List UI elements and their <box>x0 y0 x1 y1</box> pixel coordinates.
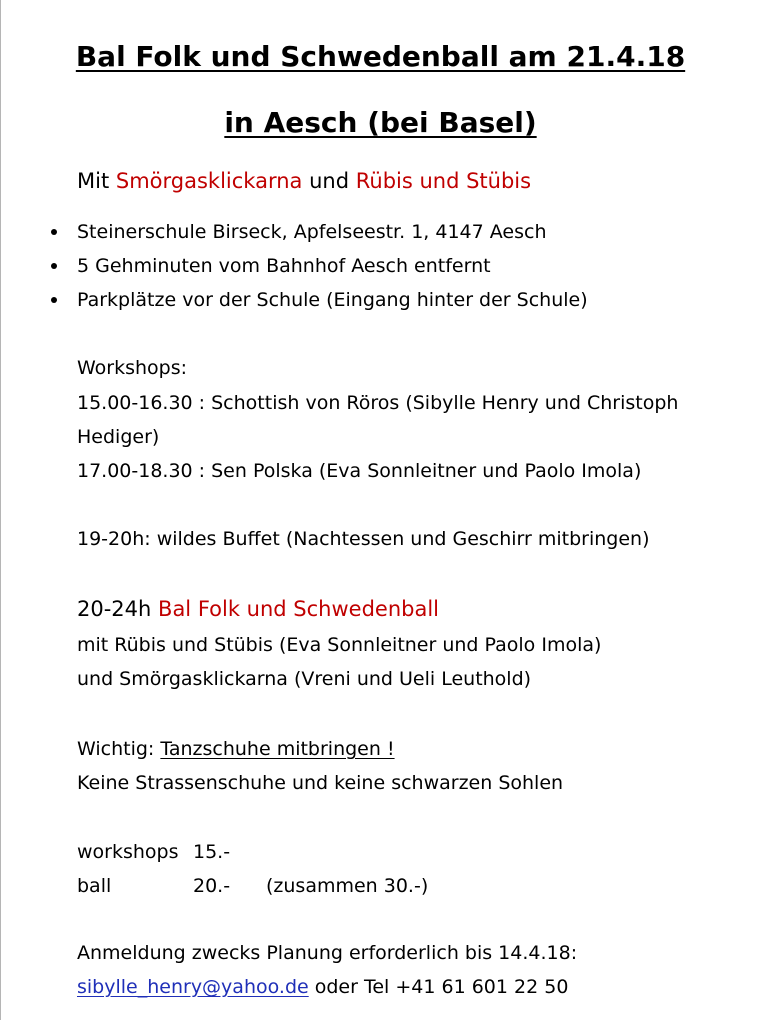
workshop-2: 17.00-18.30 : Sen Polska (Eva Sonnleitner und Paolo Imola) <box>77 460 642 482</box>
band-smorgasklickarna: Smörgasklickarna <box>115 169 303 193</box>
bullet-icon <box>51 229 57 235</box>
workshop-1-line-1: 15.00-16.30 : Schottish von Röros (Sibylle Henry und Christoph <box>77 392 679 414</box>
workshop-1-line-2: Hediger) <box>77 426 160 448</box>
station-distance: 5 Gehminuten vom Bahnhof Aesch entfernt <box>77 255 491 277</box>
bands-intro-prefix: Mit <box>77 169 110 193</box>
ball-heading <box>77 596 439 622</box>
venue-address: Steinerschule Birseck, Apfelseestr. 1, 4147 Aesch <box>77 221 547 243</box>
page-left-border <box>0 0 1 1020</box>
price-ball-value: 20.- <box>193 875 231 897</box>
price-workshops-value: 15.- <box>193 841 231 863</box>
phone-info: oder Tel +41 61 601 22 50 <box>314 976 569 998</box>
ball-name: Bal Folk und Schwedenball <box>158 597 439 621</box>
bands-intro-joiner: und <box>309 169 350 193</box>
workshops-heading: Workshops: <box>77 357 188 379</box>
price-ball-label: ball <box>77 875 112 897</box>
ball-time: 20-24h <box>77 597 152 621</box>
bands-intro <box>77 168 531 194</box>
bullet-icon <box>51 297 57 303</box>
list-item <box>0 287 588 321</box>
parking-info: Parkplätze vor der Schule (Eingang hinter der Schule) <box>77 289 588 311</box>
registration-text: Anmeldung zwecks Planung erforderlich bis 14.4.18: <box>77 942 578 964</box>
important-line <box>77 736 395 762</box>
band-rubis-und-stubis: Rübis und Stübis <box>355 169 532 193</box>
email-link[interactable]: sibylle_henry@yahoo.de <box>77 976 309 998</box>
ball-band-2: und Smörgasklickarna (Vreni und Ueli Leuthold) <box>77 668 532 690</box>
list-item <box>0 253 588 287</box>
buffet-info: 19-20h: wildes Buffet (Nachtessen und Geschirr mitbringen) <box>77 528 650 550</box>
event-location-title: in Aesch (bei Basel) <box>224 106 537 139</box>
shoe-rules: Keine Strassenschuhe und keine schwarzen Sohlen <box>77 772 564 794</box>
important-label: Wichtig: <box>77 738 155 760</box>
venue-info-list <box>0 219 588 321</box>
bullet-icon <box>51 263 57 269</box>
price-workshops-label: workshops <box>77 841 179 863</box>
ball-band-1: mit Rübis und Stübis (Eva Sonnleitner und Paolo Imola) <box>77 634 602 656</box>
list-item <box>0 219 588 253</box>
price-combined: (zusammen 30.-) <box>266 875 429 897</box>
contact-line <box>77 974 568 1000</box>
dance-shoes-note: Tanzschuhe mitbringen ! <box>160 738 395 760</box>
event-title: Bal Folk und Schwedenball am 21.4.18 <box>75 40 686 73</box>
